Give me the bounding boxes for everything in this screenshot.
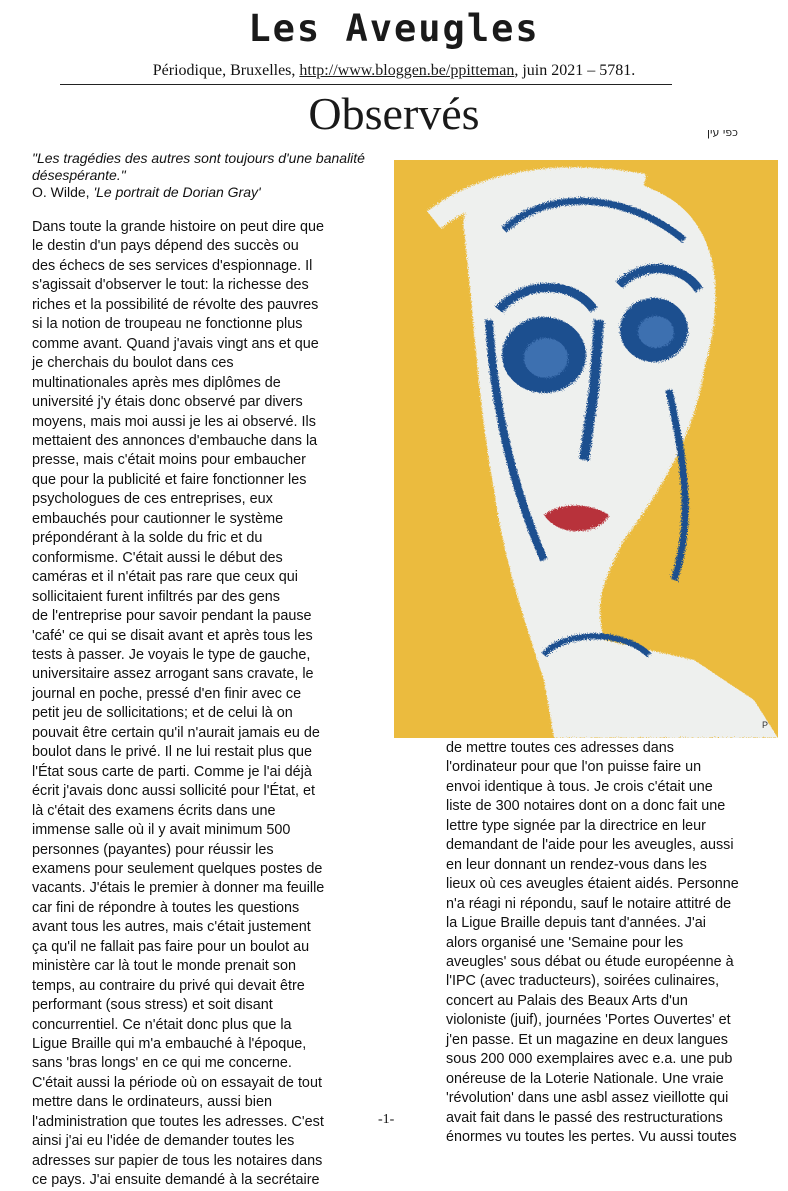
painting-canvas	[394, 160, 778, 738]
text-line: lettre type signée par la directrice en leur	[446, 817, 706, 834]
text-line: lieux où ces aveugles étaient aidés. Personne	[446, 876, 739, 893]
text-line: de l'entreprise pour savoir pendant la pause	[32, 608, 312, 625]
text-line: sans 'bras longs' en ce qui me concerne.	[32, 1055, 292, 1072]
painting-signature: P	[762, 720, 769, 730]
text-line: personnes (payantes) pour réussir les	[32, 841, 274, 858]
text-line: l'État sous carte de parti. Comme je l'ai déjà	[32, 763, 312, 780]
text-line: psychologues de ces entreprises, eux	[32, 491, 273, 508]
text-line: onéreuse de la Loterie Nationale. Une vraie	[446, 1070, 724, 1087]
text-line: sollicitaient furent infiltrés par des gens	[32, 588, 280, 605]
text-line: embauchés pour cautionner le système	[32, 510, 284, 527]
text-line: l'ordinateur pour que l'on puisse faire un	[446, 759, 702, 776]
page-number: -1-	[378, 1112, 395, 1127]
text-line: mettre dans le ordinateurs, aussi bien	[32, 1094, 272, 1111]
text-line: le destin d'un pays dépend des succès ou	[32, 238, 299, 255]
text-line: là c'était des examens écrits dans une	[32, 802, 276, 819]
text-line: que pour la publicité et faire fonctionner les	[32, 471, 307, 488]
blog-link[interactable]: http://www.bloggen.be/ppitteman	[299, 62, 515, 79]
text-line: violoniste (juif), journées 'Portes Ouvertes' et	[446, 1012, 731, 1029]
text-line: Dans toute la grande histoire on peut dire que	[32, 219, 325, 235]
text-line: avant tous les autres, mais c'était justement	[32, 919, 311, 936]
text-line: temps, au contraire du privé qui devait être	[32, 977, 305, 994]
article-title: Observés	[308, 88, 480, 139]
epigraph-source	[32, 184, 377, 201]
text-line: concurrentiel. Ce n'était donc plus que la	[32, 1016, 292, 1033]
text-line: des échecs de ses services d'espionnage. Il	[32, 257, 313, 274]
text-line: écrit j'avais donc aussi sollicité pour l'État, et	[32, 783, 316, 800]
text-line: pouvait être certain qu'il n'aurait jamais eu de	[32, 724, 320, 741]
text-line: boulot dans le privé. Il ne lui restait plus que	[32, 744, 312, 761]
epigraph-text: "Les tragédies des autres sont toujours d'une banalité désespérante."	[32, 150, 365, 183]
text-line: comme avant. Quand j'avais vingt ans et que	[32, 335, 319, 352]
text-line: concert au Palais des Beaux Arts d'un	[446, 992, 688, 1009]
text-line: la Ligue Braille depuis tant d'années. J'ai	[446, 915, 706, 932]
text-line: tests à passer. Je voyais le type de gauche,	[32, 646, 311, 663]
epigraph	[32, 150, 377, 201]
text-line: immense salle où il y avait minimum 500	[32, 822, 291, 839]
text-line: demandant de l'aide pour les aveugles, aussi	[446, 837, 734, 854]
masthead-title: Les Aveugles	[248, 7, 540, 50]
publication-location: Périodique, Bruxelles,	[152, 62, 300, 79]
hebrew-mark: כפי עין	[707, 126, 738, 139]
text-line: universitaire assez arrogant sans cravate, le	[32, 666, 314, 683]
text-line: multinationales après mes diplômes de	[32, 374, 281, 391]
left-text-column	[32, 218, 377, 1191]
text-line: moyens, mais moi aussi je les ai observé. Ils	[32, 413, 316, 430]
text-line: alors organisé une 'Semaine pour les	[446, 934, 684, 951]
text-line: envoi identique à tous. Je crois c'était une	[446, 778, 713, 795]
text-line: l'IPC (avec traducteurs), soirées culinaires,	[446, 973, 720, 990]
text-line: énormes vu toutes les pertes. Vu aussi toutes	[446, 1129, 737, 1146]
text-line: s'agissait d'observer le tout: la richesse des	[32, 277, 309, 294]
publication-info	[0, 60, 788, 82]
text-line: car fini de répondre à toutes les questions	[32, 899, 300, 916]
text-line: adresses sur papier de tous les notaires dans	[32, 1152, 323, 1169]
epigraph-work: 'Le portrait de Dorian Gray'	[93, 184, 261, 200]
text-line: l'administration que toutes les adresses. C'est	[32, 1113, 324, 1130]
text-line: ça qu'il ne fallait pas faire pour un boulot au	[32, 938, 310, 955]
text-line: petit jeu de sollicitations; et de celui là on	[32, 705, 293, 722]
right-eye-inner	[638, 316, 674, 348]
text-line: performant (sous stress) et soit disant	[32, 997, 273, 1014]
text-line: en leur donnant un rendez-vous dans les	[446, 856, 707, 873]
left-eye-inner	[524, 338, 568, 378]
publication-date: , juin 2021 – 5781.	[514, 62, 636, 79]
text-line: si la notion de troupeau ne fonctionne plus	[32, 316, 303, 333]
text-line: riches et la possibilité de révolte des pauvres	[32, 296, 319, 313]
text-line: Ligue Braille qui m'a embauché à l'époque,	[32, 1036, 307, 1053]
text-line: j'en passe. Et un magazine en deux langues	[446, 1031, 728, 1048]
text-line: caméras et il n'était pas rare que ceux qui	[32, 569, 298, 586]
text-line: université j'y étais donc observé par divers	[32, 394, 303, 411]
text-line: ainsi j'ai eu l'idée de demander toutes les	[32, 1133, 295, 1150]
text-line: vacants. J'étais le premier à donner ma feuille	[32, 880, 325, 897]
text-line: journal en poche, pressé d'en finir avec ce	[32, 685, 302, 702]
right-text-column	[446, 739, 776, 1148]
text-line: mettaient des annonces d'embauche dans la	[32, 432, 318, 449]
text-line: ministère car là tout le monde prenait son	[32, 958, 296, 975]
text-line: n'a réagi ni répondu, sauf le notaire attitré de	[446, 895, 732, 912]
text-line: de mettre toutes ces adresses dans	[446, 740, 674, 756]
epigraph-author: O. Wilde,	[32, 184, 94, 200]
text-line: 'café' ce qui se disait avant et après tous les	[32, 627, 313, 644]
text-line: je cherchais du boulot dans ces	[32, 355, 234, 372]
text-line: sous 200 000 exemplaires avec e.a. une pub	[446, 1051, 733, 1068]
text-line: aveugles' sous débat ou étude européenne à	[446, 953, 734, 970]
text-line: 'révolution' dans une asbl assez vieillotte qui	[446, 1090, 729, 1107]
text-line: conformisme. C'était aussi le début des	[32, 549, 283, 566]
text-line: examens pour seulement quelques postes de	[32, 860, 323, 877]
text-line: presse, mais c'était moins pour embaucher	[32, 452, 306, 469]
text-line: liste de 300 notaires dont on a donc fait une	[446, 798, 726, 815]
text-line: C'était aussi la période où on essayait de tout	[32, 1074, 322, 1091]
text-line: avait fait dans le passé des restructurations	[446, 1109, 723, 1126]
text-line: ce pays. J'ai ensuite demandé à la secrétaire	[32, 1172, 320, 1189]
text-line: prépondérant à la solde du fric et du	[32, 530, 263, 547]
portrait-painting	[394, 160, 778, 738]
